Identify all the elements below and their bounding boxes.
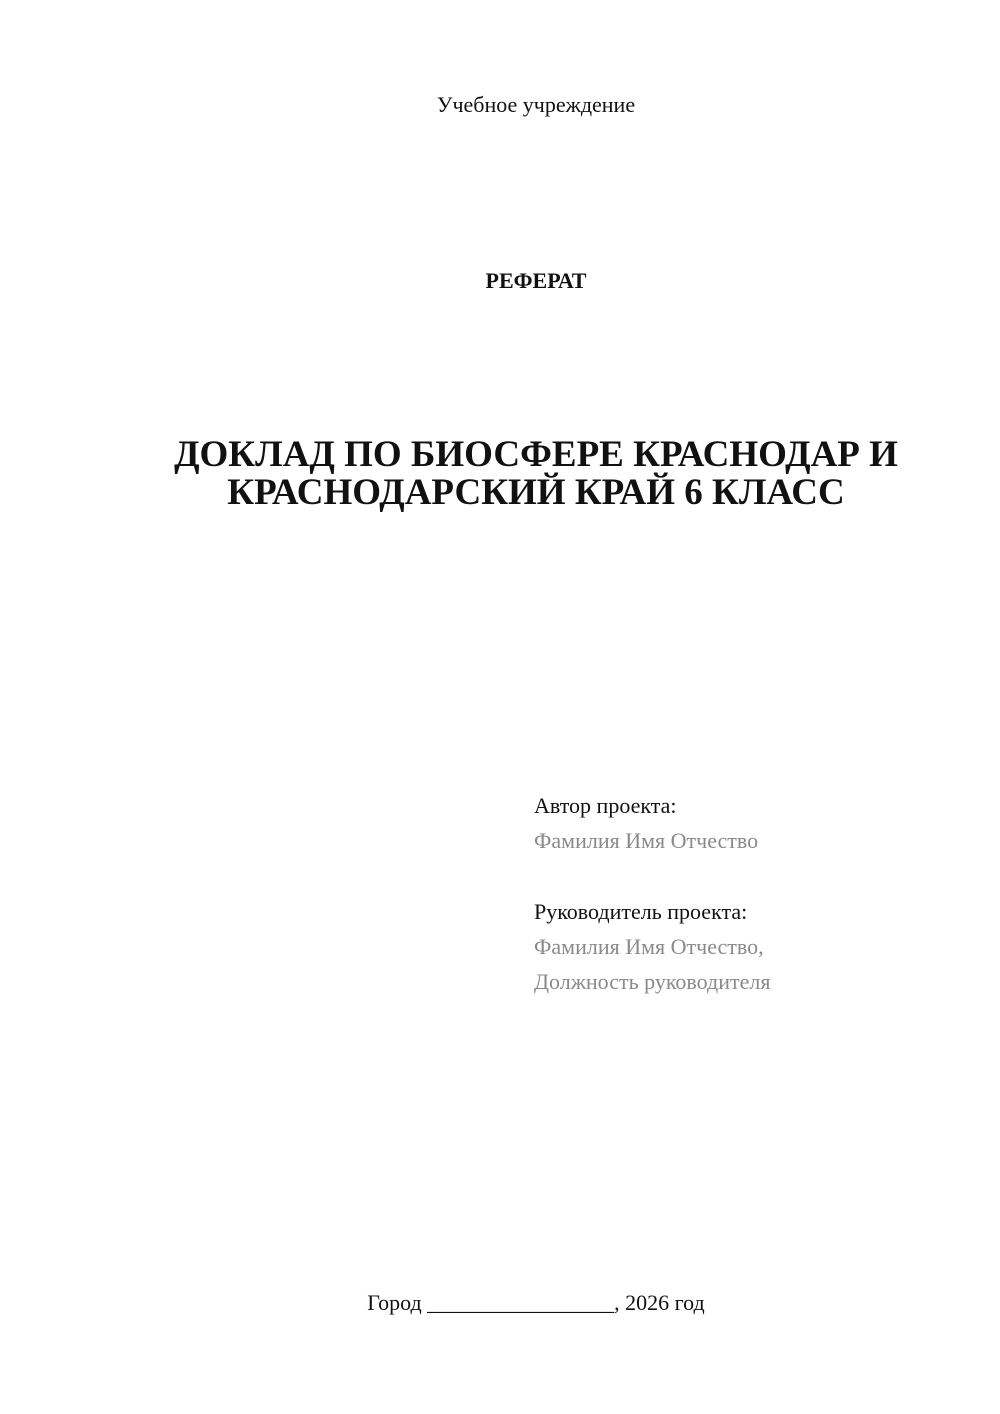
author-label: Автор проекта: bbox=[534, 793, 677, 818]
supervisor-name: Фамилия Имя Отчество, bbox=[534, 934, 764, 959]
document-type: РЕФЕРАТ bbox=[485, 268, 587, 293]
city-year-line bbox=[0, 1290, 1000, 1316]
document-title-line-2: КРАСНОДАРСКИЙ КРАЙ 6 КЛАСС bbox=[227, 472, 845, 513]
city-label: Город bbox=[367, 1290, 422, 1315]
supervisor-label: Руководитель проекта: bbox=[534, 899, 748, 924]
project-info bbox=[534, 788, 974, 999]
institution-name: Учебное учреждение bbox=[436, 92, 636, 117]
document-title-line-1: ДОКЛАД ПО БИОСФЕРЕ КРАСНОДАР И bbox=[174, 434, 898, 475]
city-blank: _________________ bbox=[427, 1290, 615, 1315]
document-title bbox=[100, 436, 972, 512]
author-name: Фамилия Имя Отчество bbox=[534, 828, 759, 853]
supervisor-position: Должность руководителя bbox=[534, 969, 771, 994]
year-text: , 2026 год bbox=[614, 1290, 705, 1315]
